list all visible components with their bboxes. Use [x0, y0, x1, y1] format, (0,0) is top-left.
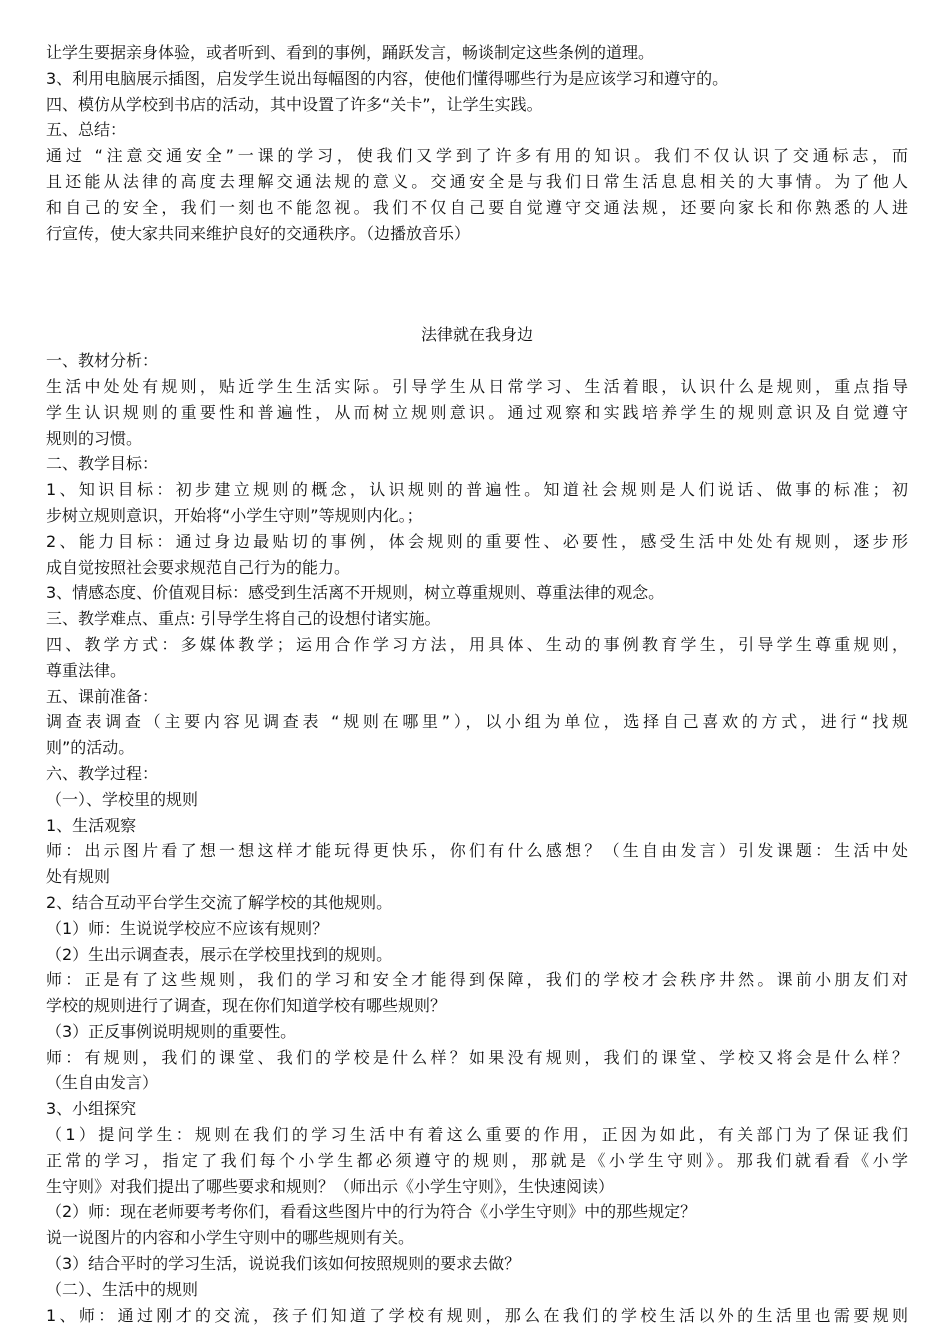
paragraph-line: 3、小组探究	[46, 1099, 137, 1119]
paragraph-line: （3）结合平时的学习生活，说说我们该如何按照规则的要求去做？	[46, 1254, 521, 1274]
paragraph-line: 一、教材分析：	[46, 351, 159, 371]
paragraph-line: （3）正反事例说明规则的重要性。	[46, 1021, 297, 1041]
paragraph-line: 师：有规则，我们的课堂、我们的学校是什么样？如果没有规则，我们的课堂、学校又将会是什么样？	[46, 1047, 908, 1067]
paragraph-line: 尊重法律。	[46, 660, 127, 680]
paragraph-line: （二）、生活中的规则	[46, 1279, 199, 1299]
paragraph-line: 生守则》对我们提出了哪些要求和规则？（师出示《小学生守则》，生快速阅读）	[46, 1176, 615, 1196]
paragraph-line: 3、情感态度、价值观目标：感受到生活离不开规则，树立尊重规则、尊重法律的观念。	[46, 583, 665, 603]
paragraph-line: 五、课前准备：	[46, 686, 159, 706]
paragraph-line: 且还能从法律的高度去理解交通法规的意义。交通安全是与我们日常生活息息相关的大事情。为了他人	[46, 171, 908, 191]
paragraph-line: 3、利用电脑展示插图，启发学生说出每幅图的内容，使他们懂得哪些行为是应该学习和遵守的。	[46, 68, 729, 88]
paragraph-line: 行宣传，使大家共同来维护良好的交通秩序。（边播放音乐）	[46, 223, 471, 243]
paragraph-line: 正常的学习，指定了我们每个小学生都必须遵守的规则，那就是《小学生守则》。那我们就看看《小学	[46, 1150, 908, 1170]
top-section	[46, 40, 908, 246]
section-gap	[46, 246, 908, 322]
paragraph-line: 处有规则	[46, 867, 111, 887]
paragraph-line: 通过 “注意交通安全”一课的学习，使我们又学到了许多有用的知识。我们不仅认识了交通标志，而	[46, 146, 908, 166]
paragraph-line: （2）生出示调查表，展示在学校里找到的规则。	[46, 944, 393, 964]
paragraph-line: 三、教学难点、重点: 引导学生将自己的设想付诸实施。	[46, 609, 441, 629]
paragraph-line: 1、生活观察	[46, 815, 137, 835]
paragraph-line: 和自己的安全，我们一刻也不能忽视。我们不仅自己要自觉遵守交通法规，还要向家长和你熟悉的人进	[46, 197, 908, 217]
lesson-title: 法律就在我身边	[420, 325, 533, 345]
paragraph-line: 成自觉按照社会要求规范自己行为的能力。	[46, 557, 351, 577]
paragraph-line: 学生认识规则的重要性和普遍性，从而树立规则意识。通过观察和实践培养学生的规则意识及自觉遵守	[46, 402, 908, 422]
paragraph-line: （一）、学校里的规则	[46, 789, 199, 809]
paragraph-line: （2）师：现在老师要考考你们，看看这些图片中的行为符合《小学生守则》中的那些规定？	[46, 1202, 697, 1222]
paragraph-line: （1）提问学生：规则在我们的学习生活中有着这么重要的作用，正因为如此，有关部门为了保证我们	[46, 1125, 908, 1145]
paragraph-line: 四、教学方式：多媒体教学；运用合作学习方法，用具体、生动的事例教育学生，引导学生尊重规则，	[46, 634, 908, 654]
document-page	[46, 40, 908, 1328]
paragraph-line: 让学生要据亲身体验，或者听到、看到的事例，踊跃发言，畅谈制定这些条例的道理。	[46, 43, 655, 62]
paragraph-line: 1、知识目标：初步建立规则的概念，认识规则的普遍性。知道社会规则是人们说话、做事的标准；初	[46, 480, 908, 500]
paragraph-line: 2、能力目标：通过身边最贴切的事例，体会规则的重要性、必要性，感受生活中处处有规则，逐步形	[46, 531, 908, 551]
paragraph-line: 步树立规则意识，开始将“小学生守则”等规则内化。；	[46, 505, 423, 525]
paragraph-line: 生活中处处有规则，贴近学生生活实际。引导学生从日常学习、生活着眼，认识什么是规则，重点指导	[46, 376, 908, 396]
paragraph-line: （生自由发言）	[46, 1073, 159, 1093]
paragraph-line: 学校的规则进行了调查，现在你们知道学校有哪些规则？	[46, 996, 447, 1016]
paragraph-line: 师：出示图片看了想一想这样才能玩得更快乐，你们有什么感想？（生自由发言）引发课题：生活中处	[46, 841, 908, 861]
lesson-body	[46, 348, 908, 1328]
paragraph-line: 调查表调查（主要内容见调查表 “规则在哪里”），以小组为单位，选择自己喜欢的方式，进行“找规	[46, 712, 908, 732]
paragraph-line: 师：正是有了这些规则，我们的学习和安全才能得到保障，我们的学校才会秩序井然。课前小朋友们对	[46, 970, 908, 990]
paragraph-line: 2、结合互动平台学生交流了解学校的其他规则。	[46, 892, 393, 912]
paragraph-line: 二、教学目标：	[46, 454, 159, 474]
paragraph-line: 说一说图片的内容和小学生守则中的哪些规则有关。	[46, 1228, 415, 1248]
paragraph-line: 规则的习惯。	[46, 428, 143, 448]
paragraph-line: 1、师：通过刚才的交流，孩子们知道了学校有规则，那么在我们的学校生活以外的生活里也需要规则	[46, 1305, 908, 1325]
paragraph-line: 则”的活动。	[46, 738, 135, 758]
paragraph-line: 六、教学过程：	[46, 763, 159, 783]
paragraph-line: 四、模仿从学校到书店的活动，其中设置了许多“关卡”，让学生实践。	[46, 94, 543, 114]
paragraph-line: 五、总结：	[46, 120, 127, 140]
paragraph-line: （1）师：生说说学校应不应该有规则？	[46, 918, 329, 938]
